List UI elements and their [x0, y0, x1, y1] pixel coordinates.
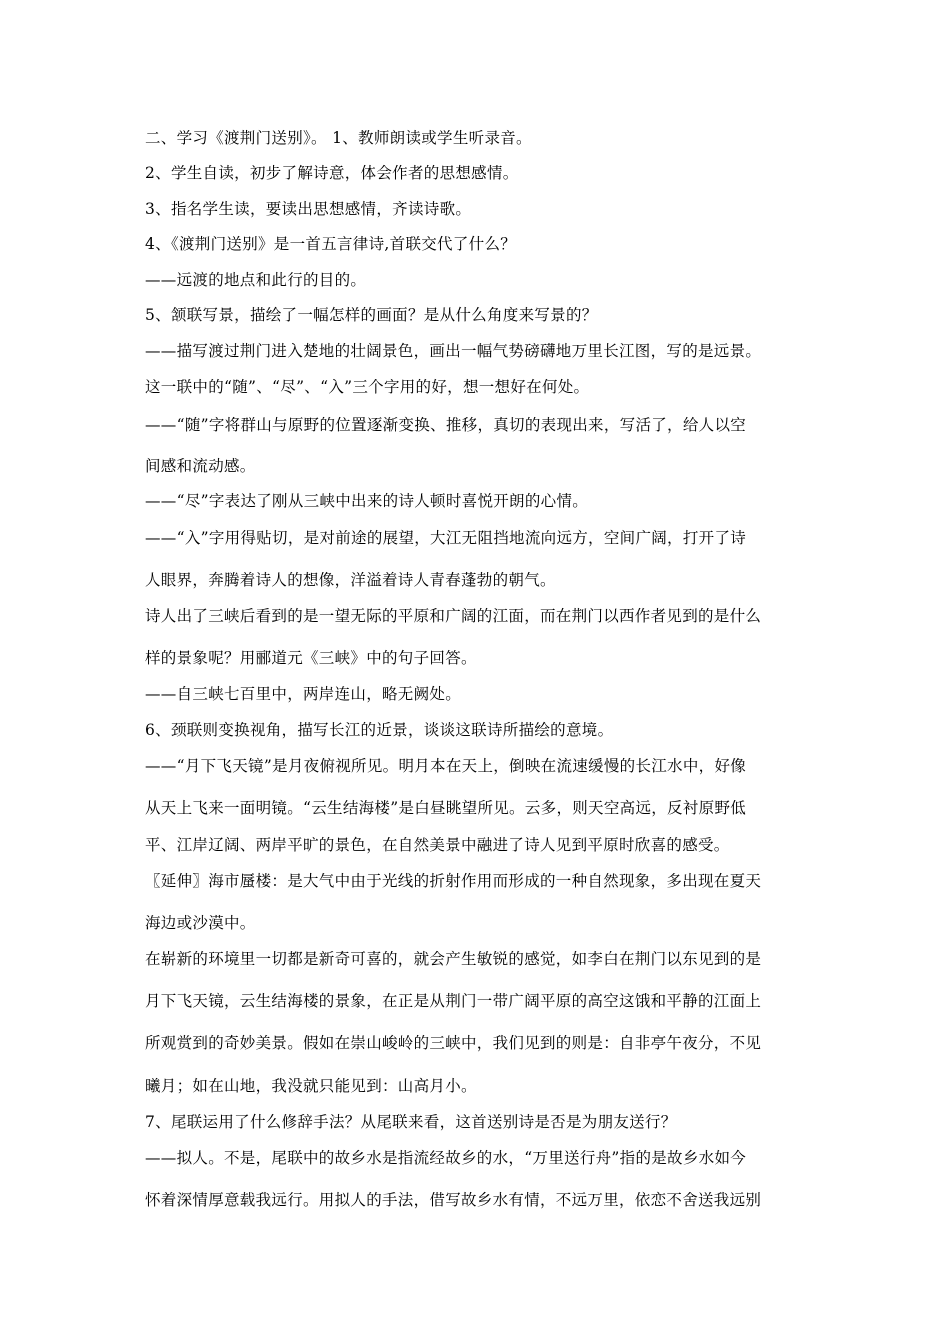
- text-line: 海边或沙漠中。: [145, 914, 256, 932]
- text-line: 4、《渡荆门送别》是一首五言律诗,首联交代了什么？: [145, 235, 517, 253]
- text-line: ——“尽”字表达了刚从三峡中出来的诗人顿时喜悦开朗的心情。: [145, 492, 589, 510]
- text-line: 2、学生自读，初步了解诗意，体会作者的思想感情。: [145, 164, 519, 182]
- text-line: 6、颈联则变换视角，描写长江的近景，谈谈这联诗所描绘的意境。: [145, 721, 614, 739]
- text-line: ——自三峡七百里中，两岸连山，略无阙处。: [145, 685, 462, 703]
- text-line: 怀着深情厚意载我远行。用拟人的手法，借写故乡水有情，不远万里，依恋不舍送我远别: [145, 1191, 762, 1209]
- text-line: 5、颔联写景，描绘了一幅怎样的画面？是从什么角度来写景的？: [145, 306, 598, 324]
- text-line: 所观赏到的奇妙美景。假如在崇山峻岭的三峡中，我们见到的则是：自非亭午夜分，不见: [145, 1034, 762, 1052]
- text-line: 月下飞天镜，云生结海楼的景象，在正是从荆门一带广阔平原的高空这饿和平静的江面上: [145, 992, 762, 1010]
- text-line: ——“月下飞天镜”是月夜俯视所见。明月本在天上，倒映在流速缓慢的长江水中，好像: [145, 757, 747, 775]
- text-line: 样的景象呢？用郦道元《三峡》中的句子回答。: [145, 649, 477, 667]
- text-line: ——拟人。不是，尾联中的故乡水是指流经故乡的水，“万里送行舟”指的是故乡水如今: [145, 1149, 747, 1167]
- text-line: ——远渡的地点和此行的目的。: [145, 271, 367, 289]
- text-line: 3、指名学生读，要读出思想感情，齐读诗歌。: [145, 200, 472, 218]
- text-line: ——描写渡过荆门进入楚地的壮阔景色，画出一幅气势磅礴地万里长江图，写的是远景。: [145, 342, 762, 360]
- text-line: 从天上飞来一面明镜。“云生结海楼”是白昼眺望所见。云多，则天空高远，反衬原野低: [145, 799, 747, 817]
- text-line: ——“随”字将群山与原野的位置逐渐变换、推移，真切的表现出来，写活了，给人以空: [145, 416, 747, 434]
- text-line: 诗人出了三峡后看到的是一望无际的平原和广阔的江面，而在荆门以西作者见到的是什么: [145, 607, 762, 625]
- text-line: 人眼界，奔腾着诗人的想像，洋溢着诗人青春蓬勃的朝气。: [145, 571, 556, 589]
- text-line: 间感和流动感。: [145, 457, 256, 475]
- text-line: 7、尾联运用了什么修辞手法？从尾联来看，这首送别诗是否是为朋友送行？: [145, 1113, 677, 1131]
- text-line: 曦月；如在山地，我没就只能见到：山高月小。: [145, 1077, 477, 1095]
- text-line: 在崭新的环境里一切都是新奇可喜的，就会产生敏锐的感觉，如李白在荆门以东见到的是: [145, 950, 762, 968]
- text-line: 二、学习《渡荆门送别》。 1、教师朗读或学生听录音。: [145, 129, 532, 147]
- text-line: 平、江岸辽阔、两岸平旷的景色，在自然美景中融进了诗人见到平原时欣喜的感受。: [145, 836, 730, 854]
- text-line: 〖延伸〗海市蜃楼：是大气中由于光线的折射作用而形成的一种自然现象，多出现在夏天: [145, 872, 762, 890]
- text-line: ——“入”字用得贴切，是对前途的展望，大江无阻挡地流向远方，空间广阔，打开了诗: [145, 529, 747, 547]
- text-line: 这一联中的“随”、“尽”、“入”三个字用的好，想一想好在何处。: [145, 378, 590, 396]
